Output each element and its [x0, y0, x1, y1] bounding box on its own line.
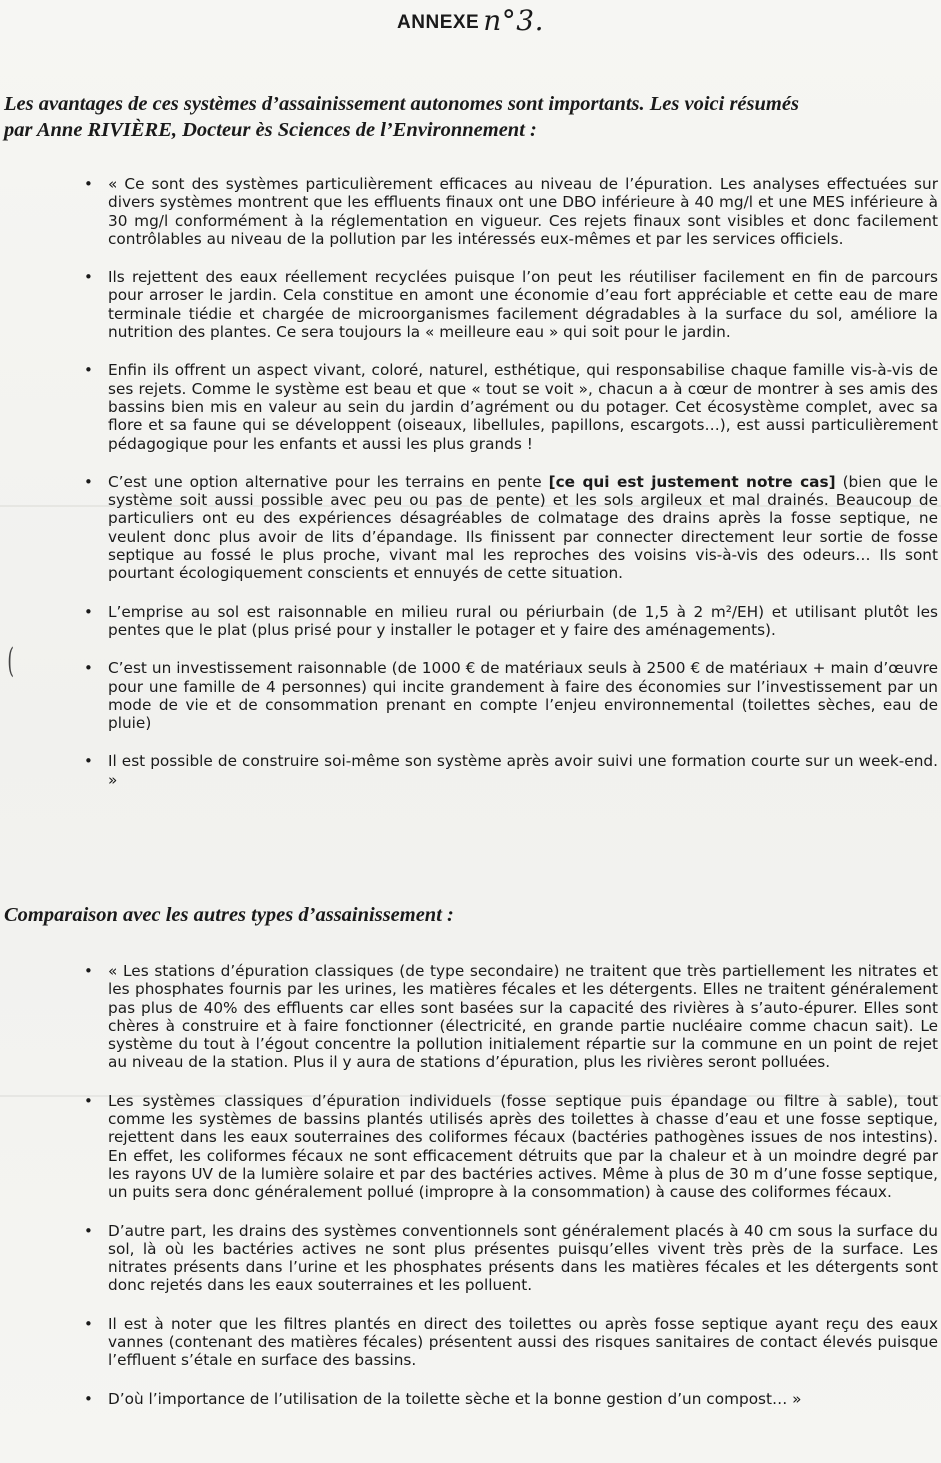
- bullet-icon: •: [84, 1091, 93, 1110]
- section-title-line-1: Les avantages de ces systèmes d’assainissement autonomes sont importants. Les voici résumés: [4, 93, 799, 115]
- list-item-text: Ils rejettent des eaux réellement recyclées puisque l’on peut les réutiliser facilement en fin de parcours pour arroser le jardin. Cela constitue en amont une économie d’eau fort appréciable et cette eau de mare terminale tiédie et chargée de microorganismes facilement dégradables à la surface du sol, améliore la nutrition des plantes. Ce sera toujours la « meilleure eau » qui soit pour le jardin.: [108, 268, 938, 342]
- list-item-text-start: C’est une option alternative pour les terrains en pente: [108, 472, 549, 491]
- list-item-text: C’est un investissement raisonnable (de 1000 € de matériaux seuls à 2500 € de matériaux + main d’œuvre pour une famille de 4 personnes) qui incite grandement à faire des économies sur l’investissement par un mode de vie et de consommation prenant en compte l’enjeu environnemental (toilettes sèches, eau de pluie): [108, 659, 938, 733]
- list-item: [84, 175, 938, 248]
- list-item-text-end: (bien que le système soit aussi possible avec peu ou pas de pente) et les sols argileux et mal drainés. Beaucoup de particuliers ont eu des expériences désagréables de colmatage des drains après la fosse septique, ne veulent donc plus avoir de lits d’épandage. Ils finissent par connecter directement leur sortie de fosse septique au fossé le plus proche, vivant mal les reproches des voisins vis-à-vis des odeurs… Ils sont pourtant écologiquement conscients et ennuyés de cette situation.: [108, 472, 939, 583]
- annex-header: [0, 2, 941, 35]
- list-item: [84, 473, 938, 583]
- bullet-icon: •: [84, 659, 93, 678]
- annex-label: ANNEXE: [397, 12, 480, 33]
- section-title-line-2: par Anne RIVIÈRE, Docteur ès Sciences de l’Environnement :: [4, 119, 537, 141]
- comparison-list: [84, 962, 938, 1408]
- list-item: [84, 1390, 938, 1408]
- list-item: [84, 1092, 938, 1202]
- list-item: [84, 659, 938, 732]
- bullet-icon: •: [84, 472, 93, 491]
- list-item: [84, 361, 938, 452]
- list-item-text: Les systèmes classiques d’épuration individuels (fosse septique puis épandage ou filtre à sable), tout comme les systèmes de bassins plantés utilisés après des toilettes à chasse d’eau et une fosse septique, rejettent dans les eaux souterraines des coliformes fécaux (bactéries pathogènes issues de nos intestins). En effet, les coliformes fécaux ne sont efficacement détruits que par la chaleur et à un moindre degré par les rayons UV de la lumière solaire et par des bactéries actives. Même à plus de 30 m d’une fosse septique, un puits sera donc généralement pollué (impropre à la consommation) à cause des coliformes fécaux.: [108, 1091, 938, 1202]
- emphasized-remark: [ce qui est justement notre cas]: [548, 472, 836, 491]
- bullet-icon: •: [84, 175, 93, 193]
- list-item: [84, 268, 938, 341]
- list-item: [84, 752, 938, 789]
- bullet-icon: •: [84, 361, 93, 380]
- bullet-icon: •: [84, 1389, 93, 1408]
- handwritten-annex-number: n°3.: [483, 4, 544, 37]
- bullet-icon: •: [84, 962, 93, 980]
- list-item: [84, 603, 938, 640]
- list-item-text: Il est à noter que les filtres plantés en direct des toilettes ou après fosse septique ayant reçu des eaux vannes (contenant des matières fécales) présentent aussi des risques sanitaires de contact élevés puisque l’effluent s’étale en surface des bassins.: [108, 1314, 938, 1370]
- section-title-comparison: [4, 902, 934, 928]
- bullet-icon: •: [84, 1221, 93, 1240]
- margin-pen-mark: (: [7, 641, 14, 681]
- section-title-advantages: [4, 91, 934, 143]
- bullet-icon: •: [84, 268, 93, 287]
- bullet-icon: •: [84, 602, 93, 621]
- section-title-text: Comparaison avec les autres types d’assainissement :: [4, 904, 454, 926]
- list-item-text: « Les stations d’épuration classiques (de type secondaire) ne traitent que très partiellement les nitrates et les phosphates fournis par les urines, les matières fécales et les détergents. Elles ne traitent généralement pas plus de 40% des effluents car elles sont basées sur la capacité des rivières à s’auto-épurer. Elles sont chères à construire et à faire fonctionner (électricité, en grande partie nucléaire comme chacun sait). Le système du tout à l’égout concentre la pollution initialement répartie sur la commune en un point de rejet au niveau de la station. Plus il y aura de stations d’épuration, plus les rivières seront polluées.: [108, 962, 938, 1072]
- list-item: [84, 1222, 938, 1295]
- list-item-text: D’où l’importance de l’utilisation de la toilette sèche et la bonne gestion d’un compost… »: [108, 1389, 802, 1408]
- list-item: [84, 1315, 938, 1370]
- advantages-list: [84, 175, 938, 789]
- list-item: [84, 962, 938, 1072]
- list-item-text: « Ce sont des systèmes particulièrement efficaces au niveau de l’épuration. Les analyses effectuées sur divers systèmes montrent que les effluents finaux ont une DBO inférieure à 40 mg/l et une MES inférieure à 30 mg/l conformément à la réglementation en vigueur. Ces rejets finaux sont visibles et donc facilement contrôlables au niveau de la pollution par les intéressés eux-mêmes et par les services officiels.: [108, 175, 938, 248]
- list-item-text: D’autre part, les drains des systèmes conventionnels sont généralement placés à 40 cm sous la surface du sol, là où les bactéries actives ne sont plus présentes puisqu’elles vivent très près de la surface. Les nitrates présents dans l’urine et les phosphates présents dans les matières fécales et les détergents sont donc rejetés dans les eaux souterraines et les polluent.: [108, 1221, 938, 1295]
- bullet-icon: •: [84, 752, 93, 771]
- list-item-text: Il est possible de construire soi-même son système après avoir suivi une formation courte sur un week-end. »: [108, 752, 938, 789]
- bullet-icon: •: [84, 1314, 93, 1333]
- list-item-text: L’emprise au sol est raisonnable en milieu rural ou périurbain (de 1,5 à 2 m²/EH) et utilisant plutôt les pentes que le plat (plus prisé pour y installer le potager et y faire des aménagements).: [108, 602, 938, 639]
- list-item-text: Enfin ils offrent un aspect vivant, coloré, naturel, esthétique, qui responsabilise chaque famille vis-à-vis de ses rejets. Comme le système est beau et que « tout se voit », chacun a à cœur de montrer à ses amis des bassins bien mis en valeur au sein du jardin d’agrément ou du potager. Cet écosystème complet, avec sa flore et sa faune qui se développent (oiseaux, libellules, papillons, escargots…), est aussi particulièrement pédagogique pour les enfants et aussi les plus grands !: [108, 361, 938, 453]
